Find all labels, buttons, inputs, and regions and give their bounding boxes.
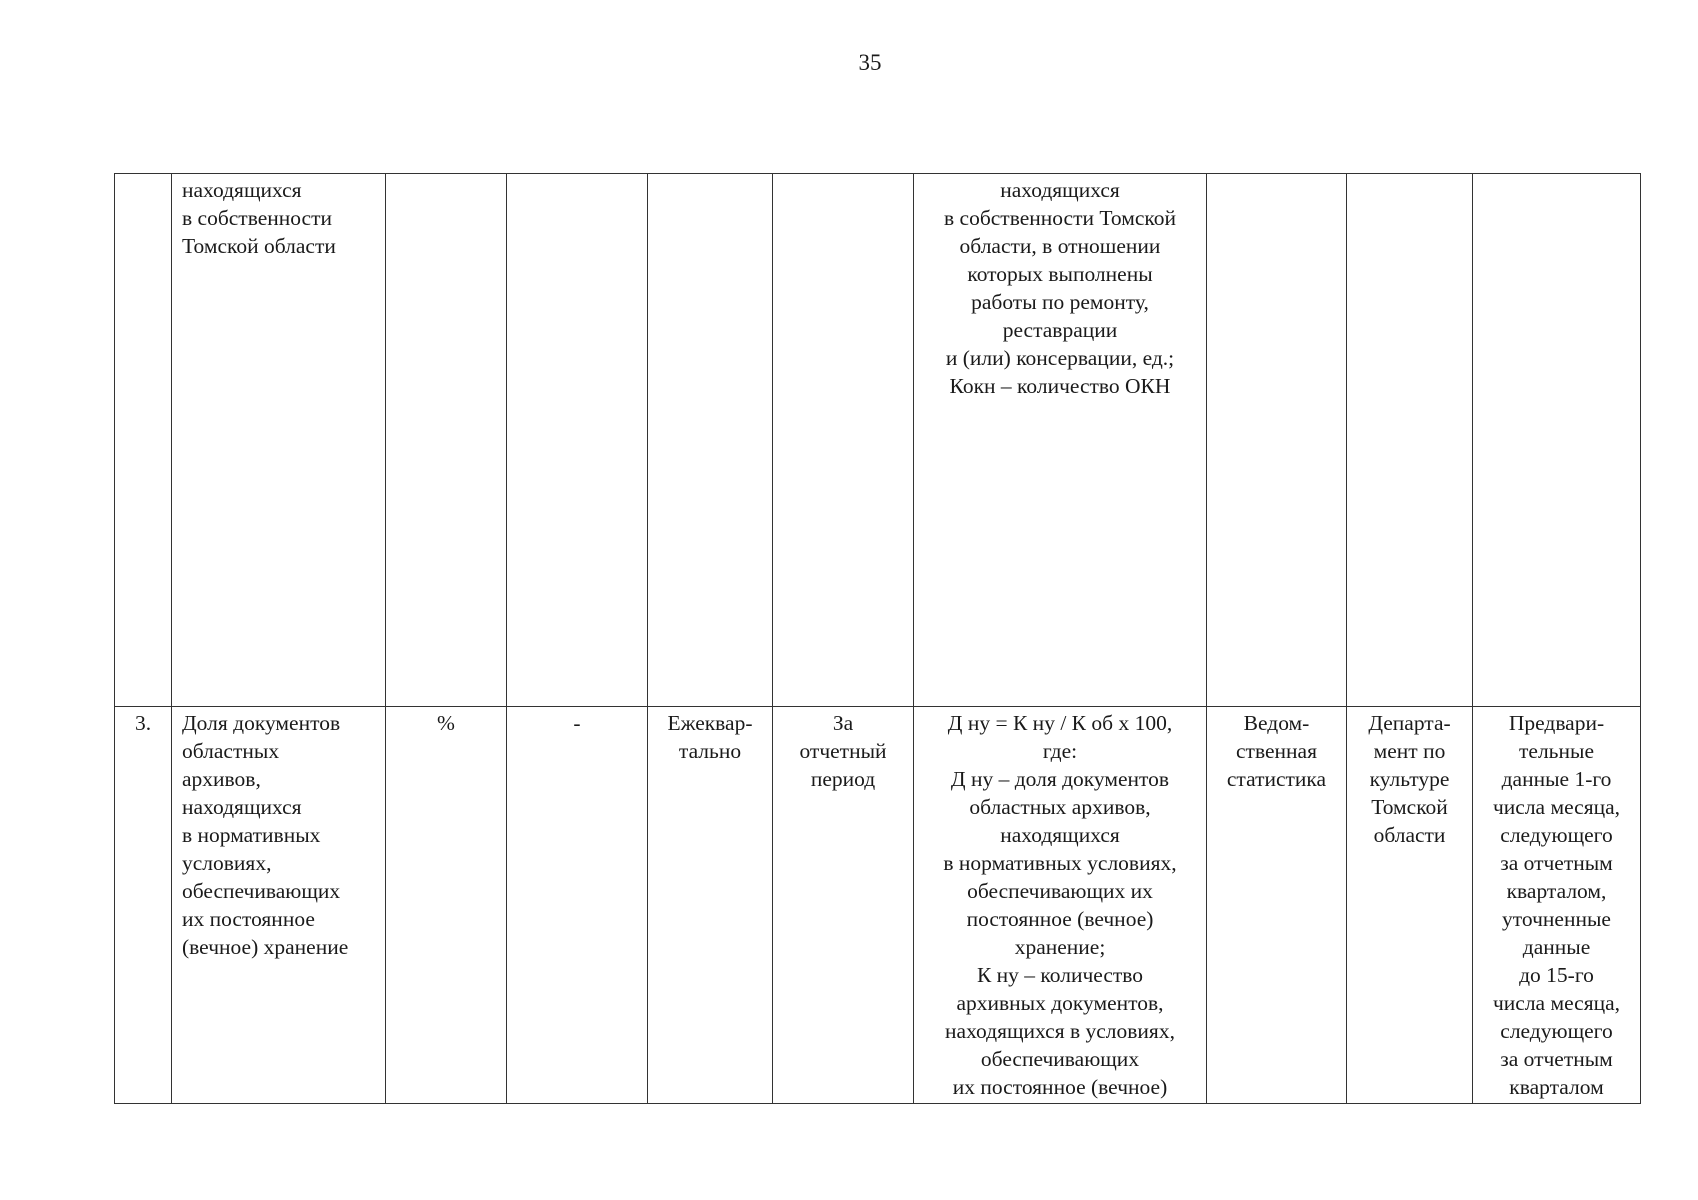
cell-frequency: Ежеквар- тально [648,707,773,1104]
page-number: 35 [858,50,882,75]
table-row [115,707,1641,1104]
cell-unit: % [386,707,507,1104]
cell-number: 3. [115,707,172,1104]
cell-period: За отчетный период [773,707,914,1104]
cell-source [1207,174,1347,707]
cell-period [773,174,914,707]
cell-formula: находящихся в собственности Томской области, в отношении которых выполнены работы по ремонту, реставрации и (или) консервации, ед.; Кокн – количество ОКН [914,174,1207,707]
cell-base-value: - [507,707,648,1104]
cell-number [115,174,172,707]
indicator-table [114,173,1641,1104]
cell-responsible: Департа- мент по культуре Томской области [1347,707,1473,1104]
cell-frequency [648,174,773,707]
cell-unit [386,174,507,707]
cell-source: Ведом- ственная статистика [1207,707,1347,1104]
cell-deadline: Предвари- тельные данные 1-го числа месяца, следующего за отчетным кварталом, уточненные данные до 15-го числа месяца, следующего за отчетным кварталом [1473,707,1641,1104]
cell-indicator-name: Доля документов областных архивов, находящихся в нормативных условиях, обеспечивающих их постоянное (вечное) хранение [172,707,386,1104]
cell-formula: Д ну = К ну / К об х 100, где: Д ну – доля документов областных архивов, находящихся в нормативных условиях, обеспечивающих их постоянное (вечное) хранение; К ну – количество архивных документов, находящихся в условиях, обеспечивающих их постоянное (вечное) [914,707,1207,1104]
cell-base-value [507,174,648,707]
cell-responsible [1347,174,1473,707]
table-row [115,174,1641,707]
cell-indicator-name: находящихся в собственности Томской области [172,174,386,707]
cell-deadline [1473,174,1641,707]
